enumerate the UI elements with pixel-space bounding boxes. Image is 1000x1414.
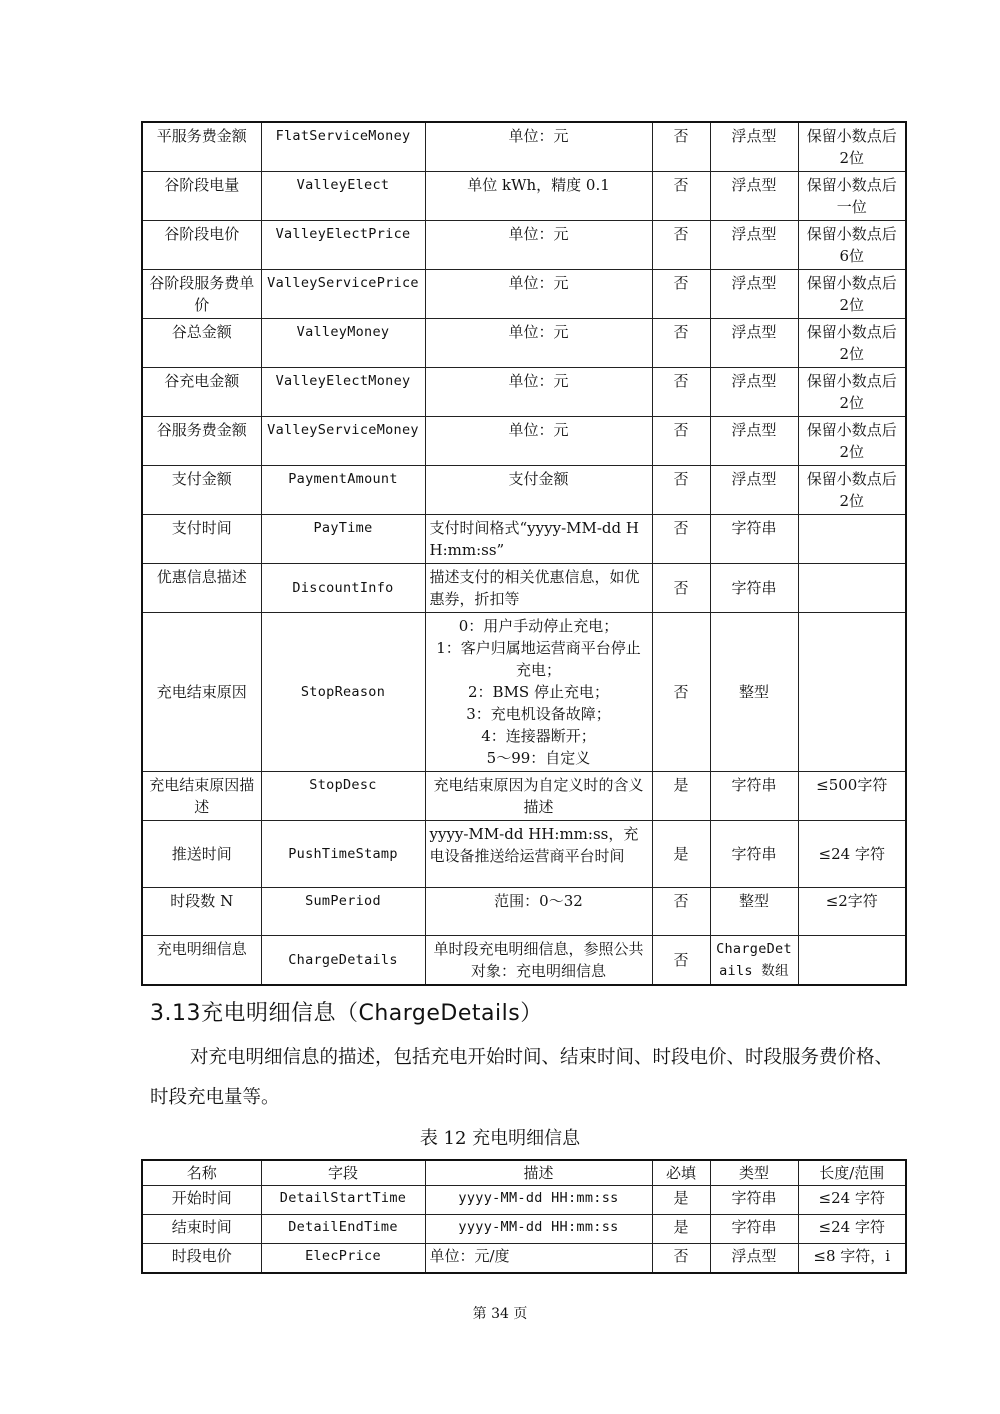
cell-length xyxy=(798,613,906,772)
cell-required: 是 xyxy=(652,1186,710,1215)
table-row xyxy=(142,888,906,936)
cell-required: 否 xyxy=(652,1244,710,1273)
header-desc: 描述 xyxy=(425,1160,652,1186)
cell-name: 谷服务费金额 xyxy=(142,417,261,466)
header-required: 必填 xyxy=(652,1160,710,1186)
cell-field: ValleyServiceMoney xyxy=(261,417,425,466)
table-row xyxy=(142,772,906,821)
table-row xyxy=(142,1244,906,1273)
cell-type: 浮点型 xyxy=(710,466,798,515)
cell-type: 浮点型 xyxy=(710,221,798,270)
cell-field: DetailStartTime xyxy=(261,1186,425,1215)
cell-required: 是 xyxy=(652,821,710,888)
cell-desc: 单位：元 xyxy=(425,270,652,319)
cell-desc: 单位：元 xyxy=(425,122,652,172)
section-heading: 3.13充电明细信息（ChargeDetails） xyxy=(150,1001,543,1026)
cell-name: 支付时间 xyxy=(142,515,261,564)
cell-type: 整型 xyxy=(710,888,798,936)
cell-required: 是 xyxy=(652,772,710,821)
cell-name: 充电明细信息 xyxy=(142,935,261,985)
table-caption: 表 12 充电明细信息 xyxy=(419,1128,581,1149)
cell-desc: 单位 kWh，精度 0.1 xyxy=(425,172,652,221)
cell-field: ValleyServicePrice xyxy=(261,270,425,319)
cell-length: ≤2字符 xyxy=(798,888,906,936)
cell-type: 字符串 xyxy=(710,821,798,888)
cell-name: 谷总金额 xyxy=(142,319,261,368)
cell-field: StopReason xyxy=(261,613,425,772)
cell-field: DetailEndTime xyxy=(261,1215,425,1244)
cell-length: 保留小数点后6位 xyxy=(798,221,906,270)
table-row xyxy=(142,821,906,888)
cell-field: StopDesc xyxy=(261,772,425,821)
cell-desc: 单位：元 xyxy=(425,319,652,368)
cell-length: ≤24 字符 xyxy=(798,1186,906,1215)
cell-name: 开始时间 xyxy=(142,1186,261,1215)
cell-field: PayTime xyxy=(261,515,425,564)
cell-type: ChargeDetails 数组 xyxy=(710,935,798,985)
cell-field: SumPeriod xyxy=(261,888,425,936)
table-row xyxy=(142,1215,906,1244)
cell-type: 浮点型 xyxy=(710,1244,798,1273)
cell-name: 推送时间 xyxy=(142,821,261,888)
table-row xyxy=(142,466,906,515)
table-header-row xyxy=(142,1160,906,1186)
header-type: 类型 xyxy=(710,1160,798,1186)
cell-type: 字符串 xyxy=(710,772,798,821)
cell-length xyxy=(798,564,906,613)
cell-length xyxy=(798,935,906,985)
table-row xyxy=(142,368,906,417)
cell-required: 否 xyxy=(652,564,710,613)
cell-name: 平服务费金额 xyxy=(142,122,261,172)
cell-field: ValleyMoney xyxy=(261,319,425,368)
cell-desc: yyyy-MM-dd HH:mm:ss xyxy=(425,1215,652,1244)
cell-desc: 描述支付的相关优惠信息，如优惠券，折扣等 xyxy=(425,564,652,613)
cell-required: 否 xyxy=(652,172,710,221)
cell-required: 否 xyxy=(652,319,710,368)
cell-desc: 单位：元/度 xyxy=(425,1244,652,1273)
cell-length: 保留小数点后2位 xyxy=(798,319,906,368)
cell-required: 否 xyxy=(652,417,710,466)
cell-field: PushTimeStamp xyxy=(261,821,425,888)
cell-name: 结束时间 xyxy=(142,1215,261,1244)
table-row xyxy=(142,417,906,466)
cell-length: ≤8 字符，i xyxy=(798,1244,906,1273)
cell-name: 支付金额 xyxy=(142,466,261,515)
cell-type: 浮点型 xyxy=(710,270,798,319)
cell-desc: 支付时间格式“yyyy-MM-dd HH:mm:ss” xyxy=(425,515,652,564)
table-row xyxy=(142,613,906,772)
cell-field: ElecPrice xyxy=(261,1244,425,1273)
cell-length: 保留小数点后2位 xyxy=(798,417,906,466)
cell-name: 充电结束原因 xyxy=(142,613,261,772)
cell-type: 浮点型 xyxy=(710,172,798,221)
header-field: 字段 xyxy=(261,1160,425,1186)
cell-field: ChargeDetails xyxy=(261,935,425,985)
cell-type: 字符串 xyxy=(710,515,798,564)
cell-desc: 单位：元 xyxy=(425,417,652,466)
table-row xyxy=(142,270,906,319)
cell-desc: 支付金额 xyxy=(425,466,652,515)
table-row xyxy=(142,564,906,613)
cell-required: 否 xyxy=(652,368,710,417)
cell-required: 是 xyxy=(652,1215,710,1244)
cell-required: 否 xyxy=(652,935,710,985)
cell-length xyxy=(798,515,906,564)
cell-field: FlatServiceMoney xyxy=(261,122,425,172)
cell-field: DiscountInfo xyxy=(261,564,425,613)
cell-desc: 充电结束原因为自定义时的含义描述 xyxy=(425,772,652,821)
header-name: 名称 xyxy=(142,1160,261,1186)
cell-field: ValleyElect xyxy=(261,172,425,221)
charge-details-table xyxy=(141,1159,907,1274)
cell-desc: 单位：元 xyxy=(425,368,652,417)
section-paragraph: 对充电明细信息的描述，包括充电开始时间、结束时间、时段电价、时段服务费价格、时段充电量等。 xyxy=(150,1047,894,1108)
cell-required: 否 xyxy=(652,515,710,564)
cell-type: 整型 xyxy=(710,613,798,772)
cell-name: 谷阶段电价 xyxy=(142,221,261,270)
cell-desc: 单位：元 xyxy=(425,221,652,270)
cell-desc: yyyy-MM-dd HH:mm:ss，充电设备推送给运营商平台时间 xyxy=(425,821,652,888)
cell-field: PaymentAmount xyxy=(261,466,425,515)
table-row xyxy=(142,1186,906,1215)
cell-desc: yyyy-MM-dd HH:mm:ss xyxy=(425,1186,652,1215)
cell-type: 浮点型 xyxy=(710,417,798,466)
table-row xyxy=(142,515,906,564)
cell-name: 谷充电金额 xyxy=(142,368,261,417)
cell-desc: 范围：0～32 xyxy=(425,888,652,936)
cell-type: 字符串 xyxy=(710,564,798,613)
table-row xyxy=(142,221,906,270)
cell-required: 否 xyxy=(652,466,710,515)
cell-desc: 单时段充电明细信息，参照公共对象：充电明细信息 xyxy=(425,935,652,985)
cell-type: 浮点型 xyxy=(710,319,798,368)
cell-field: ValleyElectPrice xyxy=(261,221,425,270)
cell-length: 保留小数点后2位 xyxy=(798,368,906,417)
cell-name: 时段电价 xyxy=(142,1244,261,1273)
table-row xyxy=(142,122,906,172)
cell-length: ≤24 字符 xyxy=(798,821,906,888)
cell-name: 谷阶段服务费单价 xyxy=(142,270,261,319)
cell-desc: 0：用户手动停止充电； 1：客户归属地运营商平台停止充电； 2：BMS 停止充电； 3：充电机设备故障； 4：连接器断开； 5～99：自定义 xyxy=(425,613,652,772)
cell-name: 时段数 N xyxy=(142,888,261,936)
cell-field: ValleyElectMoney xyxy=(261,368,425,417)
cell-required: 否 xyxy=(652,613,710,772)
cell-name: 优惠信息描述 xyxy=(142,564,261,613)
page-number: 第 34 页 xyxy=(472,1306,528,1322)
cell-type: 浮点型 xyxy=(710,122,798,172)
cell-required: 否 xyxy=(652,122,710,172)
cell-type: 浮点型 xyxy=(710,368,798,417)
cell-length: 保留小数点后2位 xyxy=(798,466,906,515)
table-row xyxy=(142,935,906,985)
cell-length: 保留小数点后2位 xyxy=(798,270,906,319)
cell-required: 否 xyxy=(652,221,710,270)
cell-required: 否 xyxy=(652,270,710,319)
cell-required: 否 xyxy=(652,888,710,936)
cell-type: 字符串 xyxy=(710,1215,798,1244)
cell-length: 保留小数点后2位 xyxy=(798,122,906,172)
cell-name: 充电结束原因描述 xyxy=(142,772,261,821)
cell-length: ≤24 字符 xyxy=(798,1215,906,1244)
cell-type: 字符串 xyxy=(710,1186,798,1215)
table-row xyxy=(142,319,906,368)
table-row xyxy=(142,172,906,221)
field-table-continued xyxy=(141,121,907,986)
cell-length: ≤500字符 xyxy=(798,772,906,821)
header-length: 长度/范围 xyxy=(798,1160,906,1186)
cell-length: 保留小数点后一位 xyxy=(798,172,906,221)
cell-name: 谷阶段电量 xyxy=(142,172,261,221)
